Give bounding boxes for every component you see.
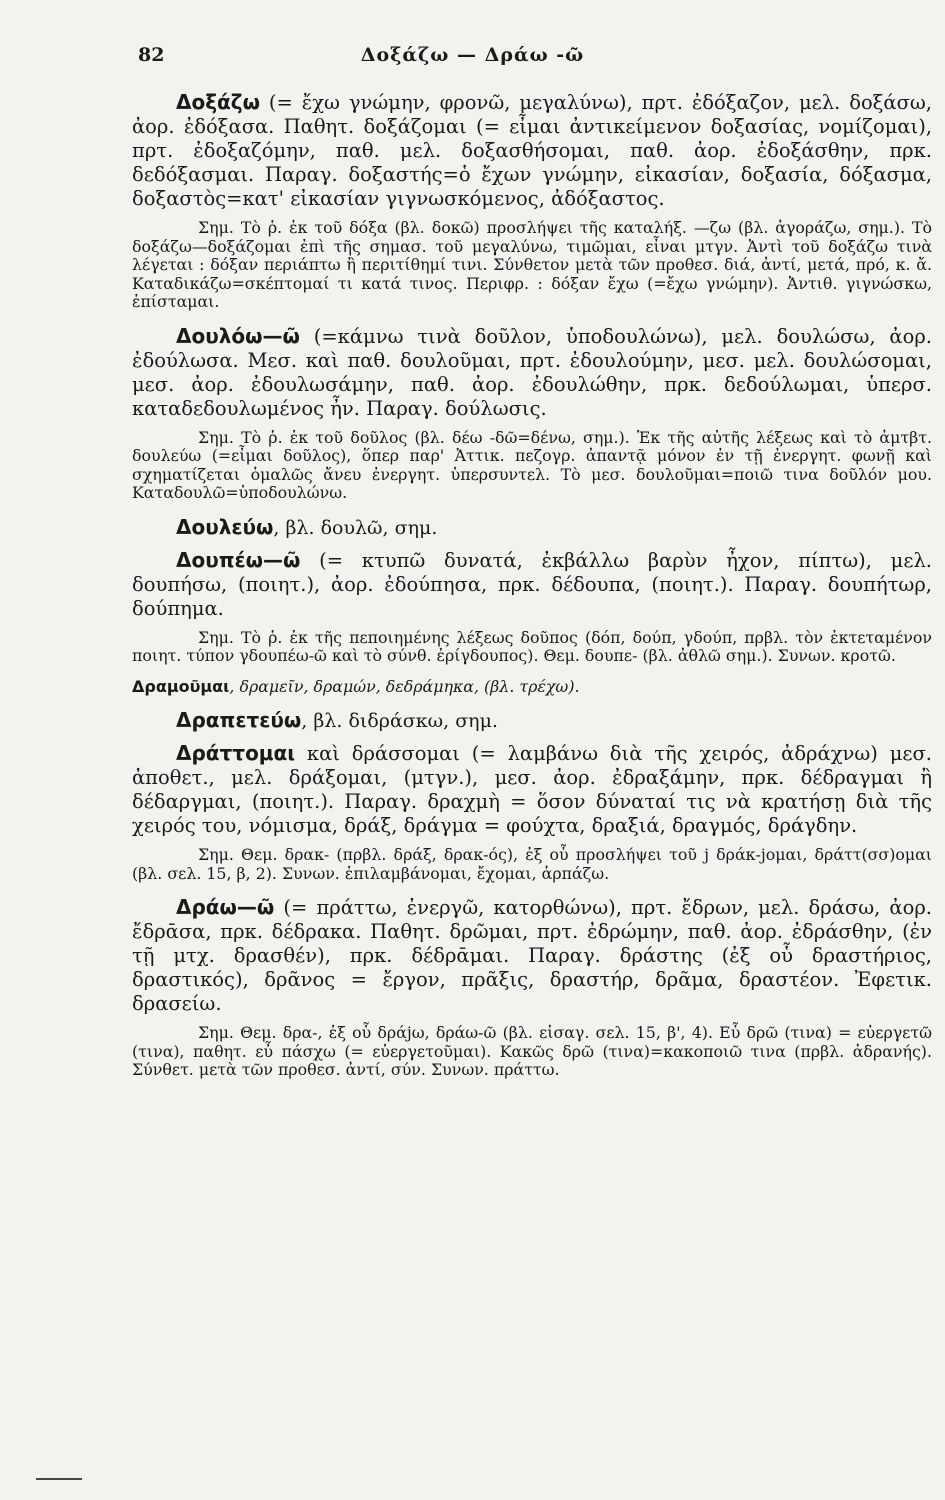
entry-definition: , βλ. δουλῶ, σημ. <box>273 516 438 539</box>
entry-douleuo <box>132 515 932 540</box>
entry-headword: Δραμοῦμαι <box>132 676 230 696</box>
entry-definition: (=κάμνω τινὰ δοῦλον, ὑποδουλώνω), μελ. δουλώσω, ἀορ. ἐδούλωσα. Μεσ. καὶ παθ. δουλοῦμαι, πρτ. ἐδουλούμην, μεσ. μελ. δουλώσομαι, μεσ. ἀορ. ἐδουλωσάμην, παθ. ἀορ. ἐδουλώθην, πρκ. δεδούλωμαι, ὑπερσ. καταδεδουλωμένος ἦν. Παραγ. δούλωσις. <box>132 324 932 420</box>
note-douloo <box>132 429 932 503</box>
entry-drattomai <box>132 741 932 838</box>
page-header <box>0 40 945 80</box>
entry-headword: Δραπετεύω <box>176 708 302 732</box>
running-head: Δοξάζω — Δράω -ῶ <box>360 44 585 66</box>
dictionary-content <box>132 90 932 1092</box>
entry-doupeo <box>132 548 932 621</box>
entry-drao <box>132 895 932 1016</box>
entry-dramoumai <box>132 678 932 697</box>
note-text: Σημ. Τὸ ῥ. ἐκ τοῦ δοῦλος (βλ. δέω -δῶ=δένω, σημ.). Ἐκ τῆς αὐτῆς λέξεως καὶ τὸ ἀμτβτ. δουλεύω (=εἶμαι δοῦλος), ὅπερ παρ' Ἀττικ. πεζογρ. ἀπαντᾷ μόνον ἐν τῇ ἐνεργητ. φωνῇ καὶ σχηματίζεται ὁμαλῶς ἄνευ ἐνεργητ. ὑπερσυντελ. Τὸ μεσ. δουλοῦμαι=ποιῶ τινα δοῦλόν μου. Καταδουλῶ=ὑποδουλώνω. <box>132 427 932 502</box>
entry-headword: Δουπέω—ῶ <box>176 547 301 572</box>
note-drattomai <box>132 846 932 883</box>
entry-definition: (= κτυπῶ δυνατά, ἐκβάλλω βαρὺν ἦχον, πίπτω), μελ. δουπήσω, (ποιητ.), ἀορ. ἐδούπησα, πρκ. δέδουπα, (ποιητ.). Παραγ. δουπήτωρ, δούπημα. <box>132 548 932 620</box>
note-text: Σημ. Θεμ. δρα-, ἐξ οὗ δράjω, δράω-ῶ (βλ. εἰσαγ. σελ. 15, β', 4). Εὖ δρῶ (τινα) = εὐεργετῶ (τινα), παθητ. εὖ πάσχω (= εὐεργετοῦμαι). Κακῶς δρῶ (τινα)=κακοποιῶ τινα (πρβλ. ἀδρανής). Σύνθετ. μετὰ τῶν προθεσ. ἀντί, σύν. Συνων. πράττω. <box>132 1023 932 1079</box>
entry-definition: (= πράττω, ἐνεργῶ, κατορθώνω), πρτ. ἔδρων, μελ. δράσω, ἀορ. ἔδρᾱσα, πρκ. δέδρακα. Παθητ. δρῶμαι, πρτ. ἐδρώμην, παθ. ἀορ. ἐδράσθην, (ἐν τῇ μτχ. δρασθέν), πρκ. δέδρᾱμαι. Παραγ. δράστης (ἐξ οὗ δραστήριος, δραστικός), δρᾶνος = ἔργον, πρᾶξις, δραστήρ, δρᾶμα, δραστέον. Ἐφετικ. δρασείω. <box>132 896 932 1015</box>
entry-definition: , δραμεῖν, δραμών, δεδράμηκα, (βλ. τρέχω). <box>229 676 580 696</box>
footer-mark <box>36 1478 82 1480</box>
note-doupeo <box>132 629 932 666</box>
note-doxazo <box>132 219 932 312</box>
entry-headword: Δράω—ῶ <box>176 895 275 919</box>
entry-headword: Δράττομαι <box>176 741 296 765</box>
entry-definition: , βλ. διδράσκω, σημ. <box>301 710 498 732</box>
entry-definition: καὶ δράσσομαι (= λαμβάνω διὰ τῆς χειρός, ἀδράχνω) μεσ. ἀποθετ., μελ. δράξομαι, (μτγν.), μεσ. ἀορ. ἐδραξάμην, πρκ. δέδραγμαι ἢ δέδαργμαι, (ποιητ.). Παραγ. δραχμὴ = ὅσον δύναταί τις νὰ κρατήσῃ διὰ τῆς χειρός του, νόμισμα, δράξ, δράγμα = φούχτα, δραξιά, δραγμός, δράγδην. <box>132 742 932 837</box>
entry-doxazo <box>132 90 932 211</box>
note-text: Σημ. Τὸ ῥ. ἐκ τοῦ δόξα (βλ. δοκῶ) προσλήψει τῆς καταλήξ. —ζω (βλ. ἀγοράζω, σημ.). Τὸ δοξάζω—δοξάζομαι ἐπὶ τῆς σημασ. τοῦ μεγαλύνω, τιμῶμαι, εἶναι μτγν. Ἀντὶ τοῦ δοξάζω τινὰ λέγεται : δόξαν περιάπτω ἢ περιτίθημί τινι. Σύνθετον μετὰ τῶν προθεσ. διά, ἀντί, μετά, πρό, κ. ἄ. Καταδικάζω=σκέπτομαί τι κατά τινος. Περιφρ. : δόξαν ἔχω (=ἔχω γνώμην). Ἀντιθ. γιγνώσκω, ἐπίσταμαι. <box>132 218 932 311</box>
entry-douloo <box>132 324 932 421</box>
entry-headword: Δουλόω—ῶ <box>176 323 300 348</box>
note-drao <box>132 1024 932 1080</box>
page-number: 82 <box>138 44 165 66</box>
entry-headword: Δουλεύω <box>176 514 274 539</box>
entry-headword: Δοξάζω <box>176 90 260 114</box>
note-text: Σημ. Θεμ. δρακ- (πρβλ. δράξ, δρακ-ός), ἐξ οὗ προσλήψει τοῦ j δράκ-jομαι, δράττ(σσ)ομαι (βλ. σελ. 15, β, 2). Συνων. ἐπιλαμβάνομαι, ἔχομαι, ἁρπάζω. <box>132 845 932 883</box>
entry-definition: (= ἔχω γνώμην, φρονῶ, μεγαλύνω), πρτ. ἐδόξαζον, μελ. δοξάσω, ἀορ. ἐδόξασα. Παθητ. δοξάζομαι (= εἶμαι ἀντικείμενον δοξασίας, νομίζομαι), πρτ. ἐδοξαζόμην, παθ. μελ. δοξασθήσομαι, παθ. ἀορ. ἐδοξάσθην, πρκ. δεδόξασμαι. Παραγ. δοξαστής=ὁ ἔχων γνώμην, εἰκασίαν, δοξασία, δόξασμα, δοξαστὸς=κατ' εἰκασίαν γιγνωσκόμενος, ἀδόξαστος. <box>132 91 932 210</box>
note-text: Σημ. Τὸ ῥ. ἐκ τῆς πεποιημένης λέξεως δοῦπος (δόπ, δούπ, γδούπ, πρβλ. τὸν ἐκτεταμένον ποιητ. τύπον γδουπέω-ῶ καὶ τὸ σύνθ. ἐρίγδουπος). Θεμ. δουπε- (βλ. ἀθλῶ σημ.). Συνων. κροτῶ. <box>132 627 932 665</box>
entry-drapeteuo <box>132 708 932 733</box>
